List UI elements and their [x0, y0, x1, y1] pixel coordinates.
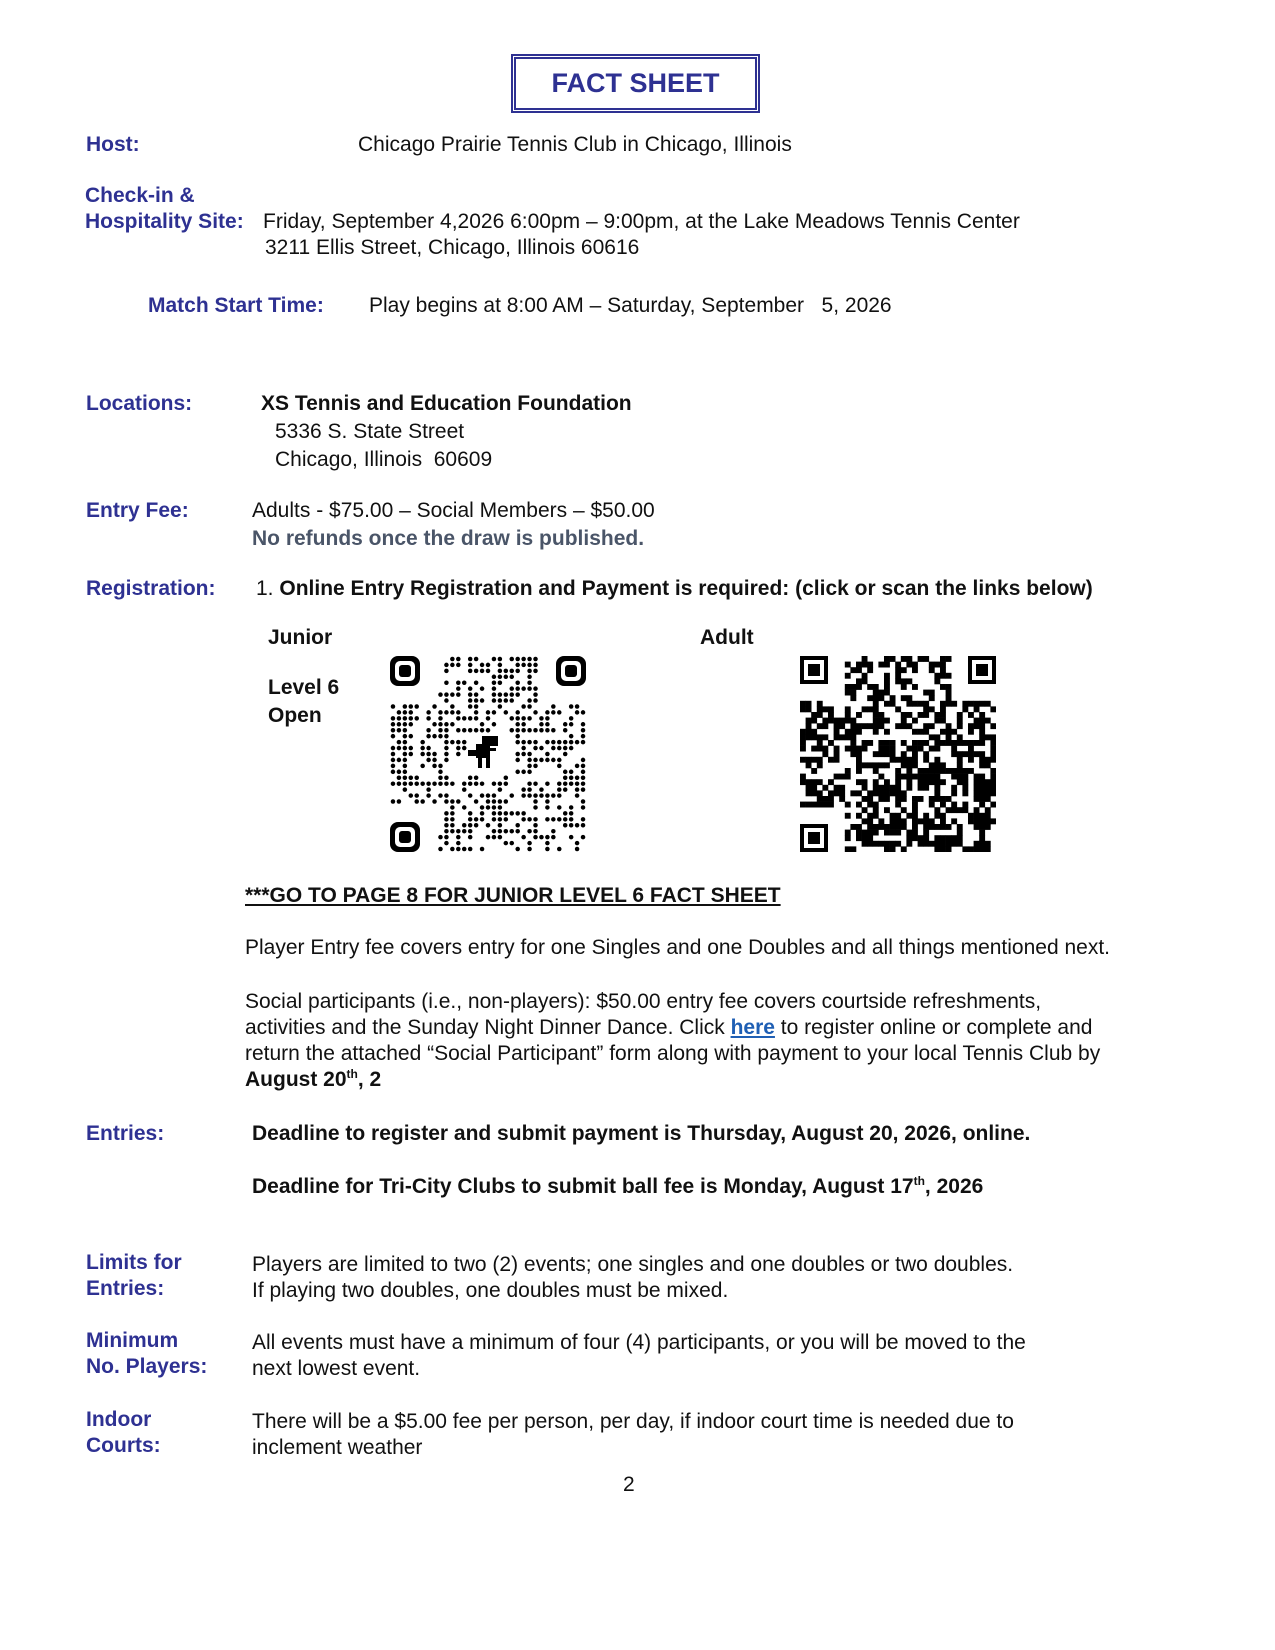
limits-line1: Players are limited to two (2) events; one singles and one doubles or two doubles. — [252, 1253, 1014, 1276]
adult-qr-modules — [800, 656, 996, 852]
page-number: 2 — [623, 1473, 635, 1496]
limits-line2: If playing two doubles, one doubles must be mixed. — [252, 1279, 729, 1302]
match-start-label: Match Start Time: — [148, 294, 324, 317]
limits-label-line1: Limits for — [86, 1251, 182, 1274]
indoor-label-line2: Courts: — [86, 1434, 161, 1457]
social-register-link[interactable]: here — [730, 1016, 775, 1039]
entries-line2 — [252, 1174, 983, 1199]
entries-label: Entries: — [86, 1122, 165, 1145]
title-box — [511, 54, 760, 113]
registration-text — [256, 576, 1093, 601]
entries-line2-start: Deadline for Tri-City Clubs to submit ball fee is Monday, August 17 — [252, 1175, 914, 1198]
junior-qr-code[interactable] — [390, 656, 586, 852]
entries-line2-sup: th — [913, 1174, 925, 1188]
indoor-line2: inclement weather — [252, 1436, 423, 1459]
indoor-label-line1: Indoor — [86, 1408, 152, 1431]
junior-level: Level 6 — [268, 676, 340, 699]
registration-label: Registration: — [86, 577, 216, 600]
page-title: FACT SHEET — [551, 68, 720, 98]
entry-fee-value: Adults - $75.00 – Social Members – $50.00 — [252, 499, 655, 522]
social-line3: return the attached “Social Participant” form along with payment to your local Tennis Club by — [245, 1042, 1101, 1065]
adult-label: Adult — [700, 626, 754, 649]
match-start-value: Play begins at 8:00 AM – Saturday, September 5, 2026 — [369, 294, 892, 317]
minimum-label-line1: Minimum — [86, 1329, 179, 1352]
registration-prefix: 1. — [256, 577, 280, 600]
minimum-label-line2: No. Players: — [86, 1355, 208, 1378]
checkin-label-line1: Check-in & — [85, 184, 195, 207]
entry-fee-note: No refunds once the draw is published. — [252, 527, 645, 550]
go-to-page-note: ***GO TO PAGE 8 FOR JUNIOR LEVEL 6 FACT SHEET — [245, 884, 781, 907]
entry-fee-label: Entry Fee: — [86, 499, 189, 522]
checkin-line1: Friday, September 4,2026 6:00pm – 9:00pm, at the Lake Meadows Tennis Center — [263, 210, 1020, 233]
registration-instruction: Online Entry Registration and Payment is required: (click or scan the links below) — [279, 577, 1093, 600]
minimum-line1: All events must have a minimum of four (4) participants, or you will be moved to the — [252, 1331, 1026, 1354]
minimum-line2: next lowest event. — [252, 1357, 421, 1380]
adult-qr-code[interactable] — [800, 656, 996, 852]
limits-label-line2: Entries: — [86, 1277, 165, 1300]
locations-city: Chicago, Illinois 60609 — [275, 448, 493, 471]
checkin-label-line2: Hospitality Site: — [85, 210, 244, 233]
social-line4-sup: th — [346, 1067, 358, 1081]
social-line2-start: activities and the Sunday Night Dinner Dance. Click — [245, 1016, 731, 1039]
social-line2-end: to register online or complete and — [774, 1016, 1093, 1039]
checkin-line2: 3211 Ellis Street, Chicago, Illinois 60616 — [265, 236, 640, 259]
entries-line1: Deadline to register and submit payment is Thursday, August 20, 2026, online. — [252, 1122, 1031, 1145]
entries-line2-end: , 2026 — [924, 1175, 984, 1198]
host-value: Chicago Prairie Tennis Club in Chicago, Illinois — [358, 133, 792, 156]
social-line4-date: August 20 — [245, 1068, 347, 1091]
locations-street: 5336 S. State Street — [275, 420, 465, 443]
locations-name: XS Tennis and Education Foundation — [261, 392, 632, 415]
host-label: Host: — [86, 133, 140, 156]
social-line4 — [245, 1067, 381, 1092]
indoor-line1: There will be a $5.00 fee per person, per day, if indoor court time is needed due to — [252, 1410, 1014, 1433]
junior-label: Junior — [268, 626, 333, 649]
dino-icon — [468, 736, 498, 768]
locations-label: Locations: — [86, 392, 193, 415]
social-line4-end: , 2 — [357, 1068, 382, 1091]
junior-open: Open — [268, 704, 322, 727]
social-line2 — [245, 1015, 1092, 1040]
social-line1: Social participants (i.e., non-players): $50.00 entry fee covers courtside refreshments, — [245, 990, 1042, 1013]
player-entry-text: Player Entry fee covers entry for one Singles and one Doubles and all things mentioned next. — [245, 936, 1111, 959]
